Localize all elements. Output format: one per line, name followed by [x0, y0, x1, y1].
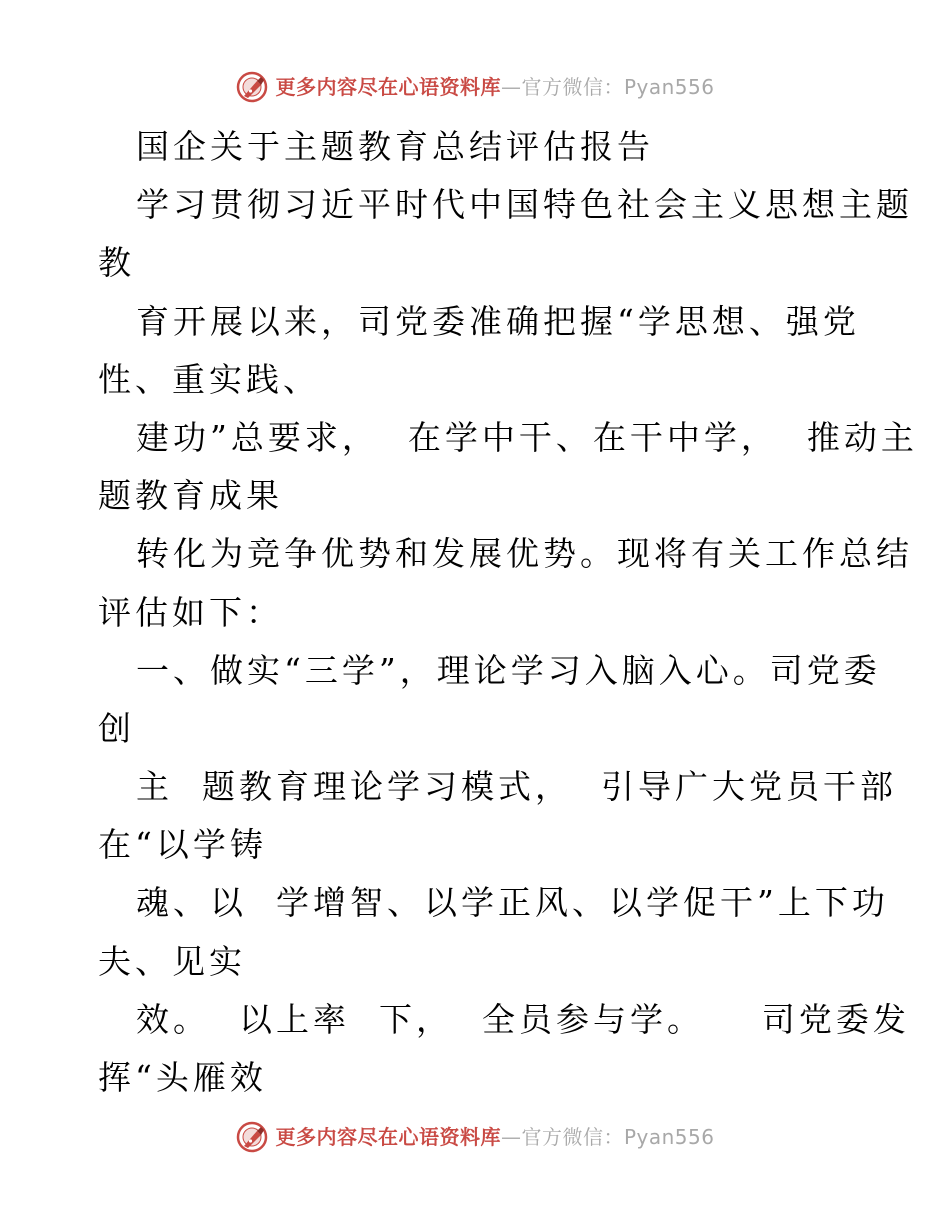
header-banner — [0, 70, 950, 104]
pen-nib-logo-icon — [235, 70, 269, 104]
footer-banner — [0, 1120, 950, 1154]
section-heading-line: 一、做实“三学”，理论学习入脑入心。司党委 — [136, 650, 881, 690]
banner-text — [275, 1120, 714, 1154]
document-body — [98, 118, 918, 1107]
paragraph-line: 评估如下： — [98, 592, 283, 632]
paragraph-line: 学习贯彻习近平时代中国特色社会主义思想主题 — [136, 185, 913, 225]
paragraph-line: 转化为竞争优势和发展优势。现将有关工作总结 — [136, 534, 913, 574]
banner-text — [275, 70, 714, 104]
paragraph-line: 魂、以 学增智、以学正风、以学促干”上下功 — [136, 883, 889, 923]
paragraph-line: 夫、见实 — [98, 941, 246, 981]
paragraph-line: 育开展以来，司党委准确把握“学思想、强党 — [136, 301, 860, 341]
paragraph-line: 挥“头雁效 — [98, 1058, 267, 1097]
paragraph-line: 在“以学铸 — [98, 825, 267, 865]
document-title: 国企关于主题教育总结评估报告 — [136, 127, 654, 166]
banner-contact-text: 官方微信：Pyan556 — [521, 75, 715, 99]
banner-main-text: 更多内容尽在心语资料库 — [275, 1125, 501, 1149]
paragraph-line: 效。 以上率 下， 全员参与学。 司党委发 — [136, 999, 910, 1039]
paragraph-line: 题教育成果 — [98, 476, 283, 516]
paragraph-line: 创 — [98, 708, 135, 748]
banner-separator: — — [500, 75, 522, 99]
paragraph-line: 建功”总要求， 在学中干、在干中学， 推动主 — [136, 417, 918, 457]
banner-contact-text: 官方微信：Pyan556 — [521, 1125, 715, 1149]
paragraph-line: 教 — [98, 243, 135, 283]
banner-separator: — — [500, 1125, 522, 1149]
paragraph-line: 主 题教育理论学习模式， 引导广大党员干部 — [136, 767, 897, 807]
banner-main-text: 更多内容尽在心语资料库 — [275, 75, 501, 99]
paragraph-line: 性、重实践、 — [98, 359, 320, 399]
pen-nib-logo-icon — [235, 1120, 269, 1154]
